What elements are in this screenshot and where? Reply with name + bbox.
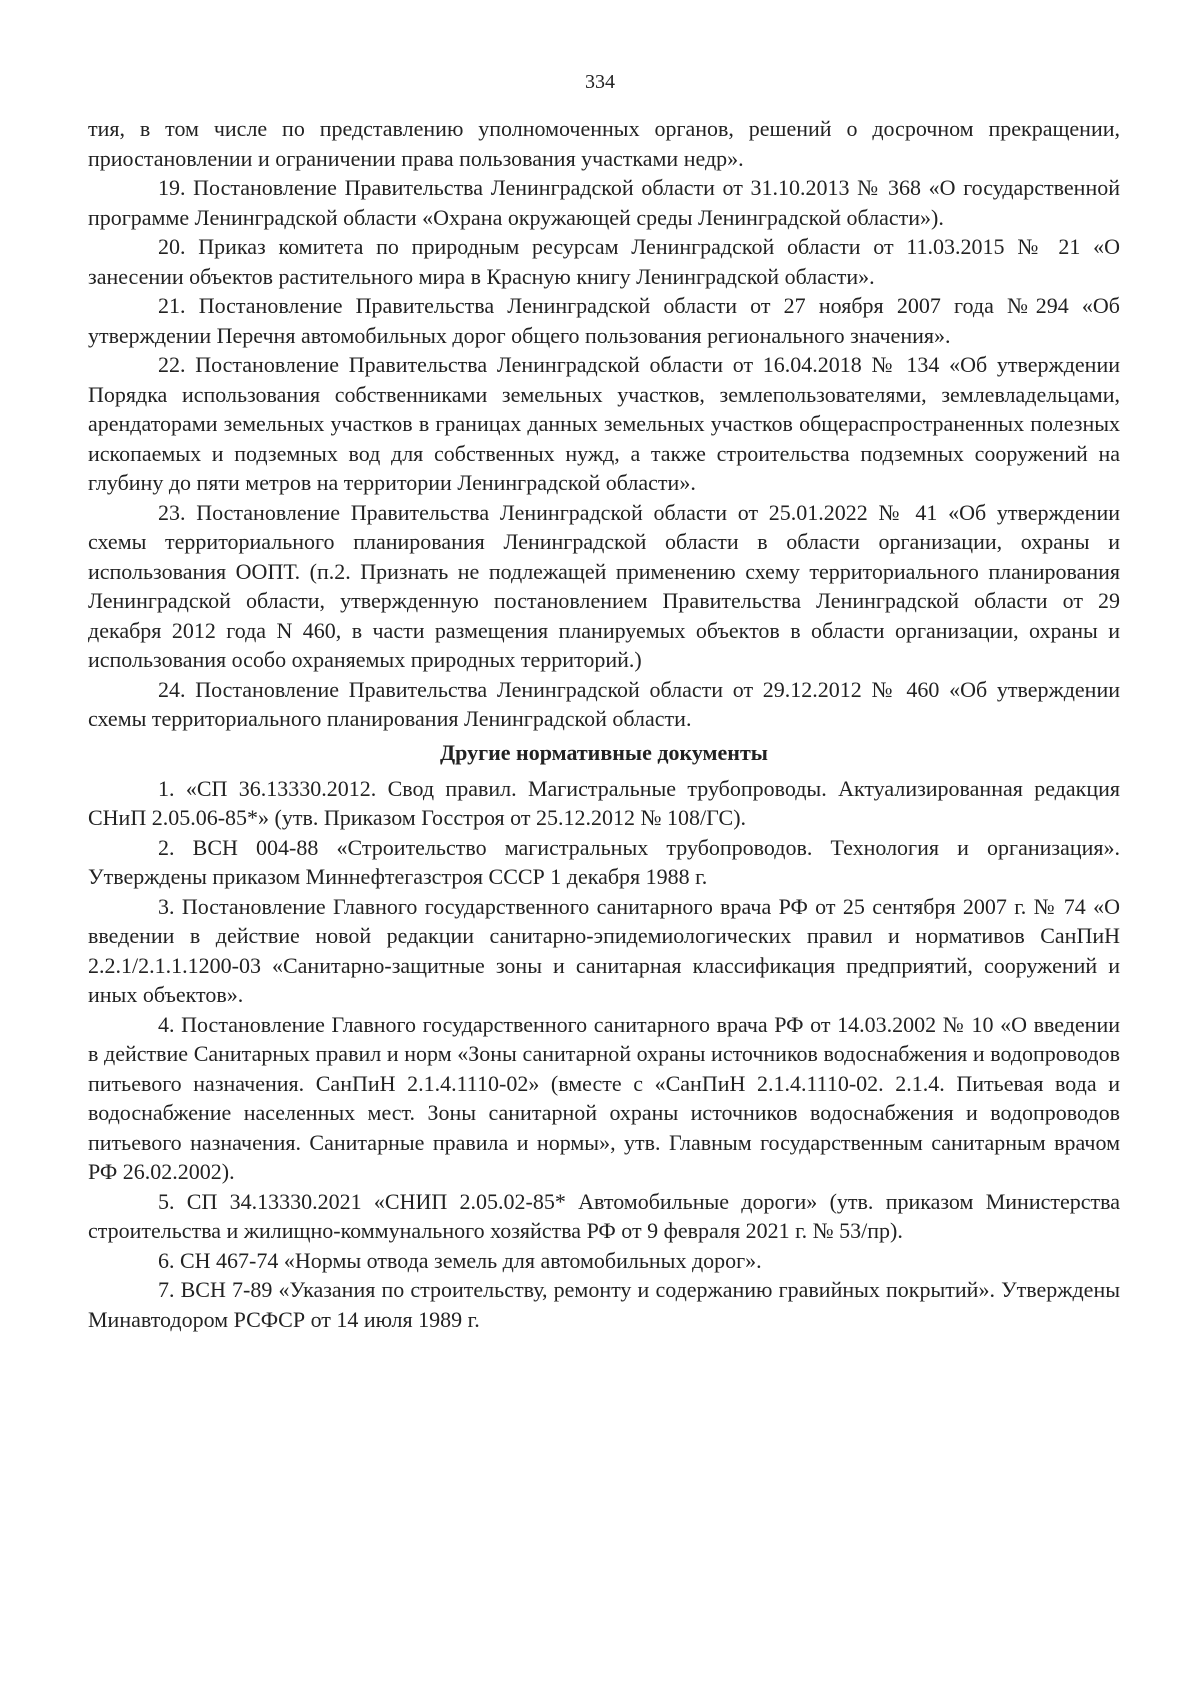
list-item-other-6: 6. СН 467-74 «Нормы отвода земель для автомобильных дорог». [158, 1247, 762, 1273]
section-heading: Другие нормативные документы [440, 739, 768, 765]
list-item-other-1: 1. «СП 36.13330.2012. Свод правил. Магистральные трубопроводы. Актуализированная редакция СНиП 2.05.06-85*» (утв. Приказом Госстроя от 25.12.2012 № 108/ГС). [88, 775, 1120, 830]
list-item-regional-23: 23. Постановление Правительства Ленинградской области от 25.01.2022 № 41 «Об утверждении схемы территориального планирования Ленинградской области в области организации, охраны и использования ООПТ. (п.2. Признать не подлежащей применению схему территориального планирования Ленинградской области, утвержденную постановлением Правительства Ленинградской области от 29 декабря 2012 года N 460, в части размещения планируемых объектов в области организации, охраны и использования особо охраняемых природных территорий.) [88, 499, 1120, 672]
list-item-regional-24: 24. Постановление Правительства Ленинградской области от 29.12.2012 № 460 «Об утверждении схемы территориального планирования Ленинградской области. [88, 676, 1120, 731]
list-item-regional-19: 19. Постановление Правительства Ленинградской области от 31.10.2013 № 368 «О государственной программе Ленинградской области «Охрана окружающей среды Ленинградской области»). [88, 175, 1120, 230]
list-item-other-3: 3. Постановление Главного государственного санитарного врача РФ от 25 сентября 2007 г. № 74 «О введении в действие новой редакции санитарно-эпидемиологических правил и нормативов СанПиН 2.2.1/2.1.1.1200-03 «Санитарно-защитные зоны и санитарная классификация предприятий, сооружений и иных объектов». [88, 893, 1120, 1007]
page-number: 334 [585, 71, 615, 93]
list-item-other-2: 2. ВСН 004-88 «Строительство магистральных трубопроводов. Технология и организация». Утверждены приказом Миннефтегазстроя СССР 1 декабря 1988 г. [88, 834, 1120, 889]
list-item-other-7: 7. ВСН 7-89 «Указания по строительству, ремонту и содержанию гравийных покрытий». Утверждены Минавтодором РСФСР от 14 июля 1989 г. [88, 1277, 1120, 1332]
continuation-paragraph: тия, в том числе по представлению уполномоченных органов, решений о досрочном прекращении, приостановлении и ограничении права пользования участками недр». [88, 116, 1120, 171]
list-item-regional-22: 22. Постановление Правительства Ленинградской области от 16.04.2018 № 134 «Об утверждении Порядка использования собственниками земельных участков, землепользователями, землевладельцами, арендаторами земельных участков в границах данных земельных участков общераспространенных полезных ископаемых и подземных вод для собственных нужд, а также строительства подземных сооружений на глубину до пяти метров на территории Ленинградской области». [88, 352, 1120, 495]
list-item-other-4: 4. Постановление Главного государственного санитарного врача РФ от 14.03.2002 № 10 «О введении в действие Санитарных правил и норм «Зоны санитарной охраны источников водоснабжения и водопроводов питьевого назначения. СанПиН 2.1.4.1110-02» (вместе с «СанПиН 2.1.4.1110-02. 2.1.4. Питьевая вода и водоснабжение населенных мест. Зоны санитарной охраны источников водоснабжения и водопроводов питьевого назначения. Санитарные правила и нормы», утв. Главным государственным санитарным врачом РФ 26.02.2002). [88, 1011, 1120, 1184]
list-item-regional-20: 20. Приказ комитета по природным ресурсам Ленинградской области от 11.03.2015 № 21 «О занесении объектов растительного мира в Красную книгу Ленинградской области». [88, 234, 1120, 289]
list-item-other-5: 5. СП 34.13330.2021 «СНИП 2.05.02-85* Автомобильные дороги» (утв. приказом Министерства строительства и жилищно-коммунального хозяйства РФ от 9 февраля 2021 г. № 53/пр). [88, 1188, 1120, 1243]
document-body [88, 114, 1120, 1334]
list-item-regional-21: 21. Постановление Правительства Ленинградской области от 27 ноября 2007 года №294 «Об утверждении Перечня автомобильных дорог общего пользования регионального значения». [88, 293, 1120, 348]
